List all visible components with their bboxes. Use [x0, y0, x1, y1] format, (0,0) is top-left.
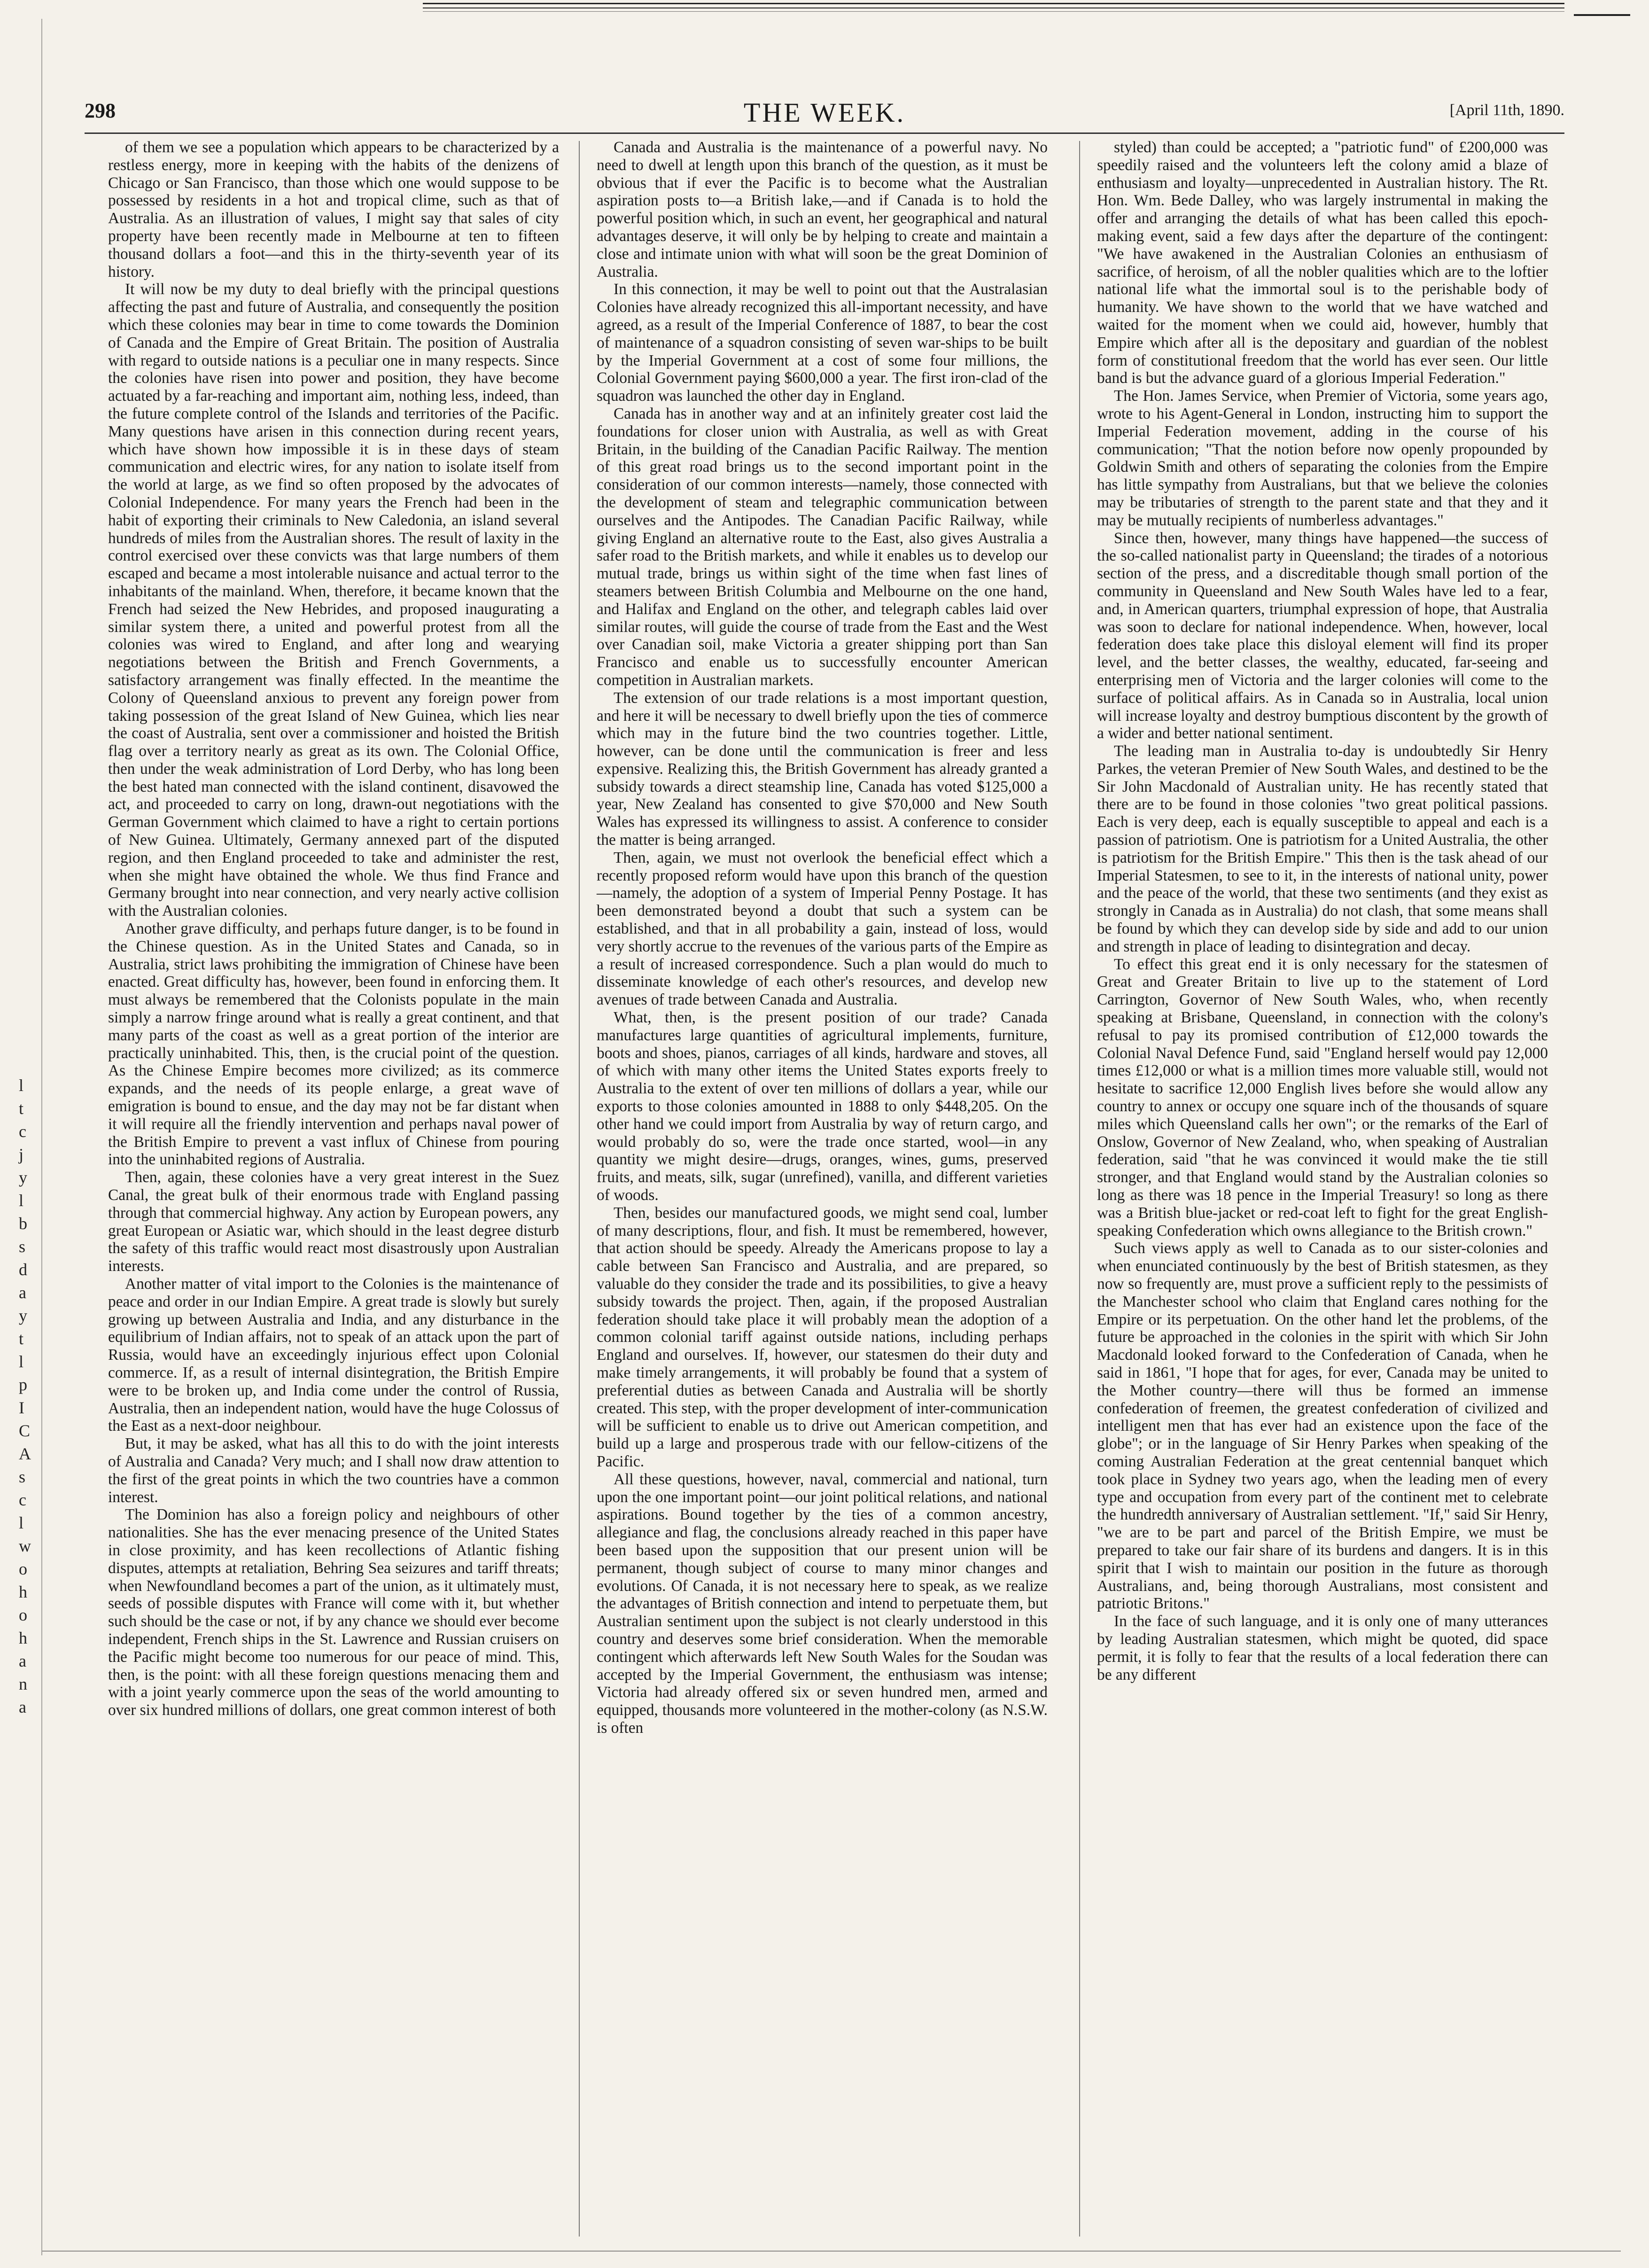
column-rule — [1079, 141, 1080, 2237]
paragraph: The extension of our trade relations is a most important question, and here it will be necessary to dwell briefly upon the ties of commerce which may in the future bind the two countries together. Little, however, can be done until the communication is freer and less expensive. Realizing this, the British Government has already granted a subsidy towards a direct steamship line, Canada has voted $125,000 a year, New Zealand has consented to give $70,000 and New South Wales has expressed its willingness to assist. A conference to consider the matter is being arranged. — [597, 689, 1048, 849]
margin-fragment: I — [19, 1398, 24, 1417]
paragraph: Since then, however, many things have happened—the success of the so-called nationalist party in Queensland; the tirades of a notorious section of the press, and a discreditable though small portion of the community in Queensland and New South Wales have led to a fear, and, in American quarters, triumphal expression of hope, that Australia was soon to declare for national independence. When, however, local federation does take place this disloyal element will find its proper level, and the better classes, the wealthy, educated, far-seeing and enterprising men of Victoria and the larger colonies will come to the surface of political affairs. As in Canada so in Australia, local union will increase loyalty and destroy bumptious discontent by the growth of a wider and better national sentiment. — [1097, 529, 1548, 742]
page-header — [85, 99, 1564, 132]
margin-fragment: o — [19, 1559, 27, 1578]
margin-fragment: h — [19, 1629, 27, 1647]
paragraph: Then, again, these colonies have a very great interest in the Suez Canal, the great bulk of their enormous trade with England passing through that commercial highway. Any action by European powers, any great European or Asiatic war, which should in the least degree disturb the safety of this traffic would react most disastrously upon Australian interests. — [108, 1169, 559, 1275]
page-number: 298 — [85, 99, 116, 122]
paragraph: The leading man in Australia to-day is undoubtedly Sir Henry Parkes, the veteran Premier of New South Wales, and destined to be the Sir John Macdonald of Australian unity. He has recently stated that there are to be found in those colonies "two great political passions. Each is very deep, each is equally susceptible to appeal and each is a passion of patriotism. One is patriotism for a United Australia, the other is patriotism for the British Empire." This then is the task ahead of our Imperial Statesmen, to see to it, in the interests of national unity, power and the peace of the world, that these two sentiments (and they exist as strongly in Canada as in Australia) do not clash, that some means shall be found by which they can develop side by side and add to our union and strength in place of leading to disintegration and decay. — [1097, 742, 1548, 955]
paragraph: Another grave difficulty, and perhaps future danger, is to be found in the Chinese question. As in the United States and Canada, so in Australia, strict laws prohibiting the immigration of Chinese have been enacted. Great difficulty has, however, been found in enforcing them. It must always be remembered that the Colonists populate in the main simply a narrow fringe around what is really a great continent, and that many parts of the coast as well as a great portion of the interior are practically uninhabited. This, then, is the crucial point of the question. As the Chinese Empire becomes more civilized; as its commerce expands, and the needs of its people enlarge, a great wave of emigration is bound to ensue, and the day may not be far distant when it will require all the friendly intervention and perhaps naval power of the British Empire to prevent a vast influx of Chinese from pouring into the uninhabited regions of Australia. — [108, 920, 559, 1169]
margin-fragment: d — [19, 1260, 27, 1279]
margin-fragment: a — [19, 1698, 26, 1716]
margin-fragment: t — [19, 1329, 24, 1348]
paragraph: Canada and Australia is the maintenance of a powerful navy. No need to dwell at length upon this branch of the question, as it must be obvious that if ever the Pacific is to become what the Australian aspiration posts to—a British lake,—and if Canada is to hold the powerful position which, in such an event, her geographical and natural advantages deserve, it will only be by helping to create and maintain a close and intimate union with what will soon be the great Dominion of Australia. — [597, 139, 1048, 281]
paragraph: The Dominion has also a foreign policy and neighbours of other nationalities. She has the ever menacing presence of the United States in close proximity, and has keen recollections of Atlantic fishing disputes, attempts at retaliation, Behring Sea seizures and tariff threats; when Newfoundland becomes a part of the union, as it ultimately must, seeds of possible disputes with France will come with it, but whether such should be the case or not, if by any chance we should ever become independent, French ships in the St. Lawrence and Russian cruisers on the Pacific might become too numerous for our peace of mind. This, then, is the point: with all these foreign questions menacing them and with a joint yearly commerce upon the seas of the world amounting to over six hundred millions of dollars, one great common interest of both — [108, 1506, 559, 1719]
margin-fragment: o — [19, 1606, 27, 1624]
margin-fragment: y — [19, 1306, 27, 1325]
margin-fragment: y — [19, 1168, 27, 1187]
issue-date: [April 11th, 1890. — [1449, 101, 1564, 119]
margin-fragment: a — [19, 1283, 26, 1302]
margin-fragment: a — [19, 1652, 26, 1670]
margin-fragment: p — [19, 1375, 27, 1394]
margin-fragment: s — [19, 1237, 26, 1256]
margin-fragment: h — [19, 1582, 27, 1601]
margin-fragment: j — [19, 1145, 24, 1164]
margin-fragment: s — [19, 1467, 26, 1486]
margin-fragment: l — [19, 1076, 24, 1095]
margin-fragment: l — [19, 1191, 24, 1210]
paragraph: In the face of such language, and it is only one of many utterances by leading Australian statesmen, which might be quoted, did space permit, it is folly to fear that the results of a local federation there can be any different — [1097, 1613, 1548, 1683]
paragraph: What, then, is the present position of our trade? Canada manufactures large quantities of agricultural implements, furniture, boots and shoes, pianos, carriages of all kinds, hardware and stoves, all of which with many other items the United States exports freely to Australia to the extent of over ten millions of dollars a year, while our exports to those colonies amounted in 1888 to only $448,205. On the other hand we could import from Australia by way of return cargo, and would probably do so, were the trade once started, wool—in any quantity we might desire—drugs, oranges, wines, gums, preserved fruits, and meats, silk, sugar (unrefined), vanilla, and different varieties of woods. — [597, 1009, 1048, 1204]
paragraph: The Hon. James Service, when Premier of Victoria, some years ago, wrote to his Agent-General in London, instructing him to support the Imperial Federation movement, adding in the course of his communication; "That the notion before now openly propounded by Goldwin Smith and others of separating the colonies from the Empire has little sympathy from Australians, but that we believe the colonies may be tributaries of strength to the parent state and that they and it may be mutually recipients of numberless advantages." — [1097, 387, 1548, 529]
paragraph: Then, again, we must not overlook the beneficial effect which a recently proposed reform would have upon this branch of the question—namely, the adoption of a system of Imperial Penny Postage. It has been demonstrated beyond a doubt that such a system can be established, and that in all probability a gain, instead of loss, would very shortly accrue to the revenues of the various parts of the Empire as a result of increased correspondence. Such a plan would do much to disseminate knowledge of each other's resources, and develop new avenues of trade between Canada and Australia. — [597, 849, 1048, 1009]
text-column-1 — [108, 139, 559, 1719]
margin-fragment: b — [19, 1214, 27, 1233]
bottom-rule — [42, 2251, 1621, 2252]
column-rule — [579, 141, 580, 2237]
header-rule — [85, 132, 1564, 134]
corner-mark — [1574, 0, 1630, 16]
paragraph: styled) than could be accepted; a "patriotic fund" of £200,000 was speedily raised and the volunteers left the colony amid a blaze of enthusiasm and loyalty—unprecedented in Australian history. The Rt. Hon. Wm. Bede Dalley, who was largely instrumental in making the offer and arranging the details of what has been called this epoch-making event, said a few days after the departure of the contingent: "We have awakened in the Australian Colonies an enthusiasm of sacrifice, of heroism, of all the nobler qualities which are to the loftier national life what the immortal soul is to the perishable body of humanity. We have shown to the world that we have watched and waited for the moment when we could aid, however, humbly that Empire which after all is the depositary and guardian of the noblest form of constitutional freedom that the world has ever seen. Our little band is but the advance guard of a glorious Imperial Federation." — [1097, 139, 1548, 387]
paragraph: But, it may be asked, what has all this to do with the joint interests of Australia and Canada? Very much; and I shall now draw attention to the first of the great points in which the two countries have a common interest. — [108, 1435, 559, 1506]
paragraph: Such views apply as well to Canada as to our sister-colonies and when enunciated continuously by the best of British statesmen, as they now so frequently are, must prove a sufficient reply to the pessimists of the Manchester school who claim that England cares nothing for the Empire or its perpetuation. On the other hand let the problems, of the future be approached in the colonies in the spirit with which Sir John Macdonald looked forward to the Confederation of Canada, when he said in 1861, "I hope that for ages, for ever, Canada may be united to the Mother country—there will thus be formed an immense confederation of freemen, the greatest confederation of civilized and intelligent men that has ever had an existence upon the face of the globe"; or in the language of Sir Henry Parkes when speaking of the coming Australian Federation at the great centennial banquet which took place in Sydney two years ago, when the leading men of every type and occupation from every part of the continent met to celebrate the hundredth anniversary of Australian settlement. "If," said Sir Henry, "we are to be part and parcel of the British Empire, we must be prepared to take our fair share of its burdens and dangers. It is in this spirit that I wish to maintain our position in the future as thorough Australians, and, being thorough Australians, most consistent and patriotic Britons." — [1097, 1239, 1548, 1613]
paragraph: Canada has in another way and at an infinitely greater cost laid the foundations for closer union with Australia, as well as with Great Britain, in the building of the Canadian Pacific Railway. The mention of this great road brings us to the second important point in the consideration of our common interests—namely, those connected with the development of steam and telegraphic communication between ourselves and the Antipodes. The Canadian Pacific Railway, while giving England an alternative route to the East, also gives Australia a safer road to the British markets, and while it enables us to develop our mutual trade, brings us within sight of the time when fast lines of steamers between British Columbia and Melbourne on the one hand, and Halifax and England on the other, and telegraph cables laid over similar routes, will guide the course of trade from the East and the West over Canadian soil, make Victoria a greater shipping port than San Francisco and enable us to successfully encounter American competition in Australian markets. — [597, 405, 1048, 689]
paragraph: Then, besides our manufactured goods, we might send coal, lumber of many descriptions, flour, and fish. It must be remembered, however, that action should be speedy. Already the Americans propose to lay a cable between San Francisco and Australia, and are prepared, so valuable do they consider the trade and its possibilities, to give a heavy subsidy towards the project. Then, again, if the proposed Australian federation should take place it will probably mean the adoption of a common colonial tariff against outside nations, including perhaps England and ourselves. If, however, our statesmen do their duty and make timely arrangements, it will probably be found that a system of preferential duties as between Canada and Australia will be shortly created. This step, with the proper development of inter-communication will be sufficient to enable us to drive out American competition, and build up a large and prosperous trade with our fellow-citizens of the Pacific. — [597, 1204, 1048, 1470]
paragraph: of them we see a population which appears to be characterized by a restless energy, more in keeping with the habits of the denizens of Chicago or San Francisco, than those which one would suppose to be possessed by residents in a hot and tropical clime, such as that of Australia. As an illustration of values, I might say that sales of city property have been recently made in Melbourne at ten to fifteen thousand dollars a foot—and this in the thirty-seventh year of its history. — [108, 139, 559, 281]
margin-fragment: c — [19, 1122, 26, 1141]
text-column-2 — [597, 139, 1048, 1737]
margin-fragment: t — [19, 1099, 24, 1118]
text-column-3 — [1097, 139, 1548, 1683]
paragraph: It will now be my duty to deal briefly with the principal questions affecting the past and future of Australia, and consequently the position which these colonies may bear in time to come towards the Dominion of Canada and the Empire of Great Britain. The position of Australia with regard to outside nations is a peculiar one in many respects. Since the colonies have risen into power and position, they have become actuated by a far-reaching and important aim, nothing less, indeed, than the future complete control of the Islands and territories of the Pacific. Many questions have arisen in this connection during recent years, which have shown how impossible it is in these days of steam communication and electric wires, for any nation to isolate itself from the world at large, as we find so often proposed by the advocates of Colonial Independence. For many years the French had been in the habit of exporting their criminals to New Caledonia, an island several hundreds of miles from the Australian shores. The result of laxity in the control exercised over these convicts was that large numbers of them escaped and became a most intolerable nuisance and actual terror to the inhabitants of the mainland. When, therefore, it became known that the French had seized the New Hebrides, and proposed inaugurating a similar system there, a united and powerful protest from all the colonies was wired to England, and after long and wearying negotiations between the British and French Governments, a satisfactory arrangement was finally effected. In the meantime the Colony of Queensland anxious to prevent any foreign power from taking possession of the great Island of New Guinea, which lies near the coast of Australia, sent over a commissioner and hoisted the British flag over a territory nearly as great as its own. The Colonial Office, then under the weak administration of Lord Derby, who has long been the best hated man connected with the island continent, disavowed the act, and proceeded to carry on long, drawn-out negotiations with the German Government which claimed to have a right to certain portions of New Guinea. Ultimately, Germany annexed part of the disputed region, and then England proceeded to take and administer the rest, when she might have obtained the whole. We thus find France and Germany brought into near connection, and very nearly active collision with the Australian colonies. — [108, 281, 559, 920]
top-border-rule — [0, 0, 1649, 19]
paragraph: In this connection, it may be well to point out that the Australasian Colonies have already recognized this all-important necessity, and have agreed, as a result of the Imperial Conference of 1887, to bear the cost of maintenance of a squadron consisting of seven war-ships to be built by the Imperial Government at a cost of some four millions, the Colonial Government paying $600,000 a year. The first iron-clad of the squadron was launched the other day in England. — [597, 281, 1048, 405]
margin-fragment: l — [19, 1513, 24, 1532]
margin-fragment: C — [19, 1421, 31, 1440]
margin-fragment: w — [19, 1536, 31, 1555]
paragraph: To effect this great end it is only necessary for the statesmen of Great and Greater Britain to live up to the statement of Lord Carrington, Governor of New South Wales, who, when recently speaking at Brisbane, Queensland, in connection with the colony's refusal to pay its promised contribution of £12,000 towards the Colonial Naval Defence Fund, said "England herself would pay 12,000 times £12,000 or what is a million times more valuable still, would not hesitate to sacrifice 12,000 English lives before she would allow any country to annex or occupy one square inch of the thousands of square miles which Queensland calls her own"; or the remarks of the Earl of Onslow, Governor of New Zealand, who, when speaking of Australian federation, said "that he was convinced it would make the tie still stronger, and that England would stand by the Australian colonies so long as there was 18 pence in the Imperial Treasury! so long as there was a British blue-jacket or red-coat left to fight for the great English-speaking Confederation which owns allegiance to the British crown." — [1097, 955, 1548, 1239]
margin-fragments — [19, 1076, 47, 1717]
journal-title: THE WEEK. — [743, 97, 906, 128]
margin-fragment: A — [19, 1444, 31, 1463]
margin-fragment: c — [19, 1490, 26, 1509]
paragraph: All these questions, however, naval, commercial and national, turn upon the one important point—our joint political relations, and national aspirations. Bound together by the ties of a common ancestry, allegiance and flag, the conclusions already reached in this paper have been based upon the supposition that our present union will be permanent, though subject of course to many minor changes and evolutions. Of Canada, it is not necessary here to speak, as we realize the advantages of British connection and intend to perpetuate them, but Australian sentiment upon the subject is not clearly understood in this country and deserves some brief consideration. When the memorable contingent which afterwards left New South Wales for the Soudan was accepted by the Imperial Government, the enthusiasm was intense; Victoria had already offered six or seven hundred men, armed and equipped, thousands more volunteered in the mother-colony (as N.S.W. is often — [597, 1470, 1048, 1737]
margin-fragment: l — [19, 1352, 24, 1371]
margin-fragment: n — [19, 1675, 27, 1693]
paragraph: Another matter of vital import to the Colonies is the maintenance of peace and order in our Indian Empire. A great trade is slowly but surely growing up between Australia and India, and any disturbance in the equilibrium of Indian affairs, not to speak of an attack upon the part of Russia, would have an exceedingly injurious effect upon Colonial commerce. If, as a result of internal disintegration, the British Empire were to be broken up, and India come under the control of Russia, Australia, then an independent nation, would have the huge Colossus of the East as a next-door neighbour. — [108, 1275, 559, 1435]
